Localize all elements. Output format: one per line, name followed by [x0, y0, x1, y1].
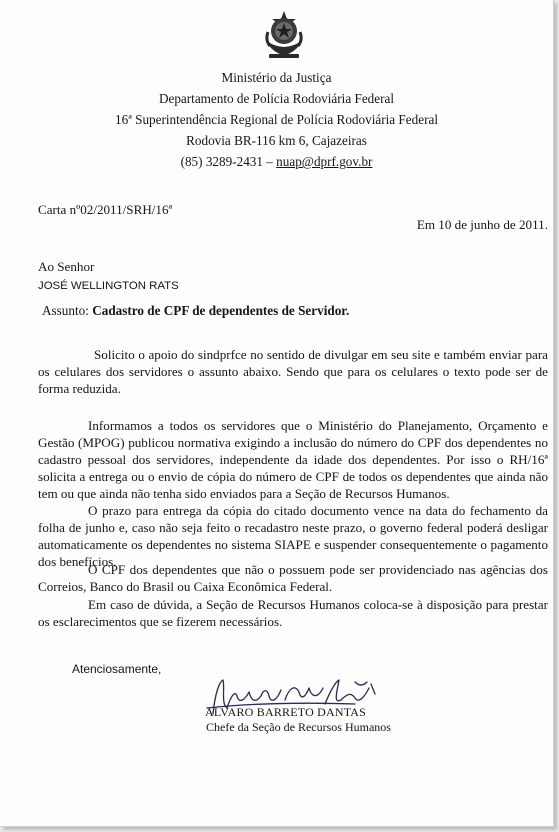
paragraph-request: Solicito o apoio do sindprfce no sentido de divulgar em seu site e também enviar para os celulares dos servidores o assunto abaixo. Sendo que para os celulares o texto pode ser de forma reduzida. — [38, 347, 548, 396]
email-link[interactable]: nuap@dprf.gov.br — [276, 154, 373, 169]
paragraph-contact-offer: Em caso de dúvida, a Seção de Recursos Humanos coloca-se à disposição para prestar os esclarecimentos que se fizerem necessários. — [38, 597, 548, 629]
paragraph-cpf-sources: O CPF dos dependentes que não o possuem pode ser providenciado nas agências dos Correios, Banco do Brasil ou Caixa Econômica Federal. — [38, 562, 548, 594]
letter-reference: Carta nº02/2011/SRH/16ª — [38, 202, 173, 217]
farewell: Atenciosamente, — [72, 662, 162, 676]
subject-line — [42, 303, 349, 319]
coat-of-arms-icon — [260, 10, 308, 60]
letter-date: Em 10 de junho de 2011. — [416, 217, 548, 232]
subject-text: Cadastro de CPF de dependentes de Servidor. — [92, 303, 350, 318]
signer-title: Chefe da Seção de Recursos Humanos — [206, 720, 391, 734]
ministry-name: Ministério da Justiça — [221, 70, 332, 85]
contact-line — [0, 154, 553, 170]
salutation: Ao Senhor — [38, 259, 95, 274]
recipient-name: JOSÉ WELLINGTON RATS — [38, 280, 179, 292]
subject-label: Assunto: — [42, 303, 89, 318]
superintendency-name: 16ª Superintendência Regional de Polícia Rodoviária Federal — [115, 112, 438, 127]
paragraph-announcement: Informamos a todos os servidores que o Ministério do Planejamento, Orçamento e Gestão (MPOG) publicou normativa exigindo a inclusão do número do CPF dos dependentes no cadastro pessoal dos servidores, independente da idade dos dependentes. Por isso o RH/16ª solicita a entrega ou o envio de cópia do número de CPF de todos os dependentes que ainda não tem ou que ainda não tenha sido enviados para a Seção de Recursos Humanos. — [38, 418, 548, 501]
paragraph-deadline: O prazo para entrega da cópia do citado documento vence na data do fechamento da folha de junho e, caso não seja feito o recadastro neste prazo, o governo federal poderá desligar automaticamente os dependentes no sistema SIAPE e suspender consequentemente o pagamento dos benefícios. — [38, 503, 548, 569]
address: Rodovia BR-116 km 6, Cajazeiras — [186, 133, 367, 148]
phone-number: (85) 3289-2431 – — [180, 154, 273, 169]
signer-name: ALVARO BARRETO DANTAS — [205, 705, 367, 719]
department-name: Departamento de Polícia Rodoviária Federal — [158, 91, 395, 106]
